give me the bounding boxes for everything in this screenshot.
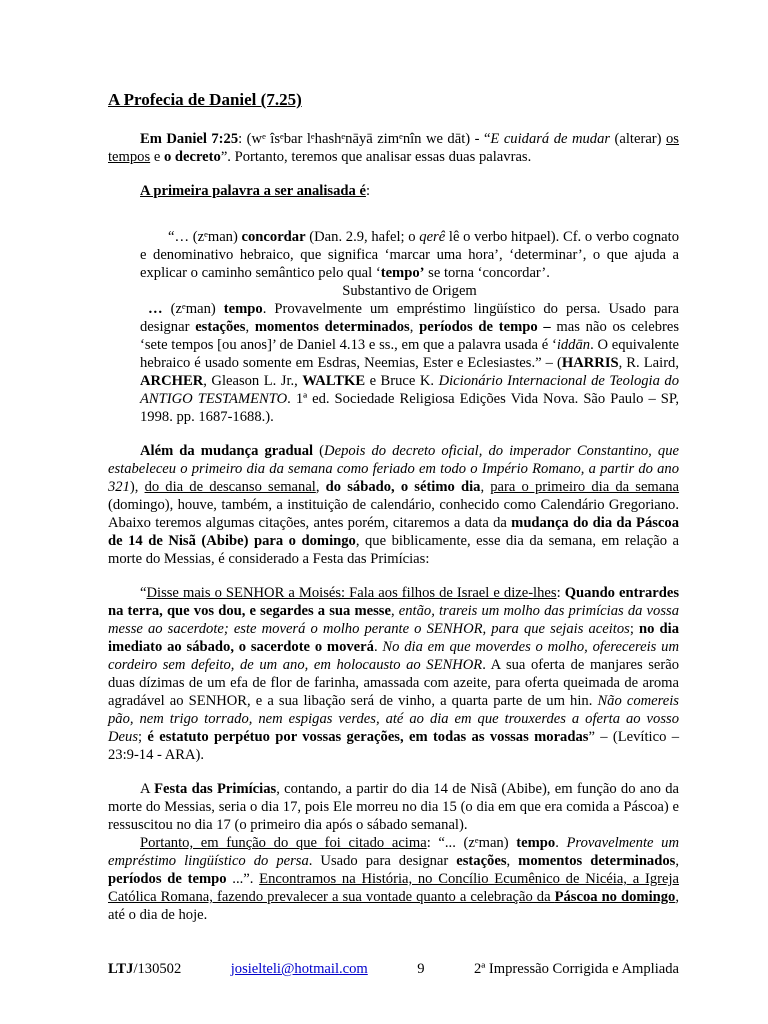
intro-paragraph: Em Daniel 7:25: (wᵉ îsᵉbar lᵉhashᵉnāyā zimᵉnîn we dāt) - “E cuidará de mudar (alterar) os tempos e o decreto”. Portanto, teremos que analisar essas duas palavras. — [108, 131, 679, 165]
footer-id: LTJ/130502 — [108, 961, 182, 977]
firstfruits-paragraph: A Festa das Primícias, contando, a partir do dia 14 de Nisã (Abibe), em função do ano da morte do Messias, seria o dia 17, pois Ele morreu no dia 15 (o dia em que era comida a Páscoa) e ressuscitou no dia 17 (o primeiro dia após o sábado semanal). — [108, 781, 680, 833]
document-page — [108, 90, 679, 924]
page-title: A Profecia de Daniel (7.25) — [108, 90, 302, 109]
page-footer — [108, 961, 679, 978]
history-paragraph: Além da mudança gradual (Depois do decreto oficial, do imperador Constantino, que estabeleceu o primeiro dia da semana como feriado em todo o Império Romano, a partir do ano 321), do dia de descanso semanal, do sábado, o sétimo dia, para o primeiro dia da semana (domingo), houve, também, a instituição de calendário, conhecido como Calendário Gregoriano. Abaixo teremos algumas citações, antes porém, citaremos a data da mudança do dia da Páscoa de 14 de Nisã (Abibe) para o domingo, que biblicamente, esse dia da semana, em relação a morte do Messias, é considerado a Festa das Primícias: — [108, 443, 680, 567]
edition-note: 2ª Impressão Corrigida e Ampliada — [473, 961, 679, 977]
page-number: 9 — [417, 961, 425, 977]
definition-quote-2: … (zᵉman) tempo. Provavelmente um empréstimo lingüístico do persa. Usado para designar estações, momentos determinados, períodos de tempo – mas não os celebres ‘sete tempos [ou anos]’ de Daniel 4.13 e ss., em que a palavra usada é ‘iddān. O equivalente hebraico é usado somente em Esdras, Neemias, Ester e Eclesiastes.” – (HARRIS, R. Laird, ARCHER, Gleason L. Jr., WALTKE e Bruce K. Dicionário Internacional de Teologia do ANTIGO TESTAMENTO. 1ª ed. Sociedade Religiosa Edições Vida Nova. São Paulo – SP, 1998. pp. 1687-1688.). — [140, 301, 680, 425]
first-word-heading: A primeira palavra a ser analisada é: — [140, 183, 370, 199]
definition-quote-1: “… (zᵉman) concordar (Dan. 2.9, hafel; o qerê lê o verbo hitpael). Cf. o verbo cognato e denominativo hebraico, que significa ‘marcar uma hora’, ‘determinar’, o que ajuda a explicar o caminho semântico pelo qual ‘tempo’ se torna ‘concordar’. — [140, 229, 679, 281]
subtitle: Substantivo de Origem — [342, 283, 477, 299]
footer-email-link[interactable]: josielteli@hotmail.com — [230, 961, 368, 977]
conclusion-paragraph: Portanto, em função do que foi citado acima: “... (zᵉman) tempo. Provavelmente um empréstimo lingüístico do persa. Usado para designar estações, momentos determinados, períodos de tempo ...”. Encontramos na História, no Concílio Ecumênico de Nicéia, a Igreja Católica Romana, fazendo prevalecer a sua vontade quanto a celebração da Páscoa no domingo, até o dia de hoje. — [108, 835, 679, 923]
leviticus-quote: “Disse mais o SENHOR a Moisés: Fala aos filhos de Israel e dize-lhes: Quando entrardes na terra, que vos dou, e segardes a sua messe, então, trareis um molho das primícias da vossa messe ao sacerdote; este moverá o molho perante o SENHOR, para que sejais aceitos; no dia imediato ao sábado, o sacerdote o moverá. No dia em que moverdes o molho, oferecereis um cordeiro sem defeito, de um ano, em holocausto ao SENHOR. A sua oferta de manjares serão duas dízimas de um efa de flor de farinha, amassada com azeite, para oferta queimada de aroma agradável ao SENHOR, e a sua libação será de vinho, a quarta parte de um hin. Não comereis pão, nem trigo torrado, nem espigas verdes, até ao dia em que trouxerdes a oferta ao vosso Deus; é estatuto perpétuo por vossas gerações, em todas as vossas moradas” – (Levítico – 23:9-14 - ARA). — [108, 585, 680, 763]
